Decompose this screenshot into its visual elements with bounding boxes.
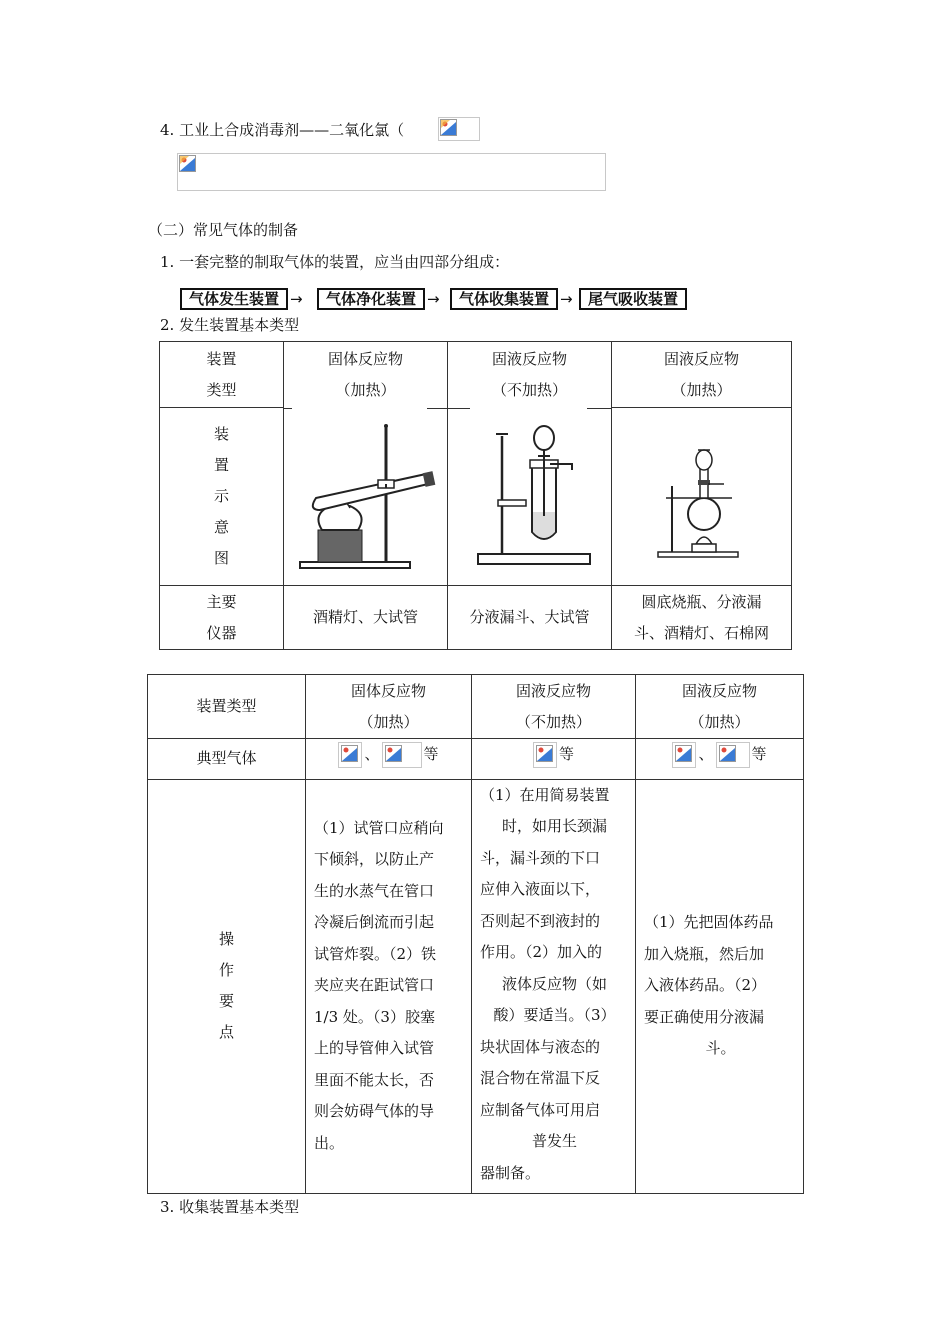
chemical-formula-image xyxy=(438,117,480,141)
broken-image-icon xyxy=(675,745,692,762)
ops-solid-liquid-noheat: （1）在用简易装置 时，如用长颈漏 斗，漏斗颈的下口 应伸入液面以下， 否则起不到液封的 作用。（2）加入的 液体反应物（如 酸）要适当。（3） 块状固体与液态的 混合物在常温下反 应制备气体可用启 普发生 器制备。 xyxy=(472,779,636,1193)
gas-solid-liquid-heat: 、 等 xyxy=(636,739,804,780)
instrument-solid-liquid-heat: 圆底烧瓶、分液漏 斗、酒精灯、石棉网 xyxy=(612,586,792,650)
diagram-solid-heat xyxy=(284,408,448,586)
broken-image-icon xyxy=(440,119,457,136)
gas-label: 典型气体 xyxy=(148,739,306,780)
dropping-funnel-test-tube-image xyxy=(450,416,610,576)
ops-solid-heat: （1）试管口应稍向 下倾斜，以防止产 生的水蒸气在管口 冷凝后倒流而引起 试管炸裂。（2）铁 夹应夹在距试管口 1/3 处。（3）胶塞 上的导管伸入试管 里面不能太长，否 则会妨碍气体的导 出。 xyxy=(306,779,472,1193)
point-2: 2. 发生装置基本类型 xyxy=(160,316,300,334)
broken-image-icon xyxy=(719,745,736,762)
section-title: （二）常见气体的制备 xyxy=(148,221,299,239)
header-type: 装置类型 xyxy=(148,675,306,739)
broken-image-icon xyxy=(385,745,402,762)
item4-line xyxy=(160,119,461,140)
diagram-label: 装 置 示 意 图 xyxy=(160,408,284,586)
reaction-equation-image xyxy=(177,153,606,191)
ops-label: 操 作 要 点 xyxy=(148,779,306,1193)
header-solid-liquid-heat: 固液反应物 （加热） xyxy=(612,342,792,408)
arrow-right-icon: → xyxy=(560,290,573,308)
flow-step-tail-gas: 尾气吸收装置 xyxy=(579,288,687,310)
flow-step-generation: 气体发生装置 xyxy=(180,288,288,310)
operation-table xyxy=(147,674,804,1194)
broken-image-icon xyxy=(536,745,553,762)
flow-step-purification: 气体净化装置 xyxy=(317,288,425,310)
solid-heating-apparatus-image xyxy=(286,416,446,576)
arrow-right-icon: → xyxy=(427,290,440,308)
arrow-right-icon: → xyxy=(290,290,303,308)
gas-formula-image xyxy=(716,742,750,768)
instrument-solid-heat: 酒精灯、大试管 xyxy=(284,586,448,650)
gas-formula-image xyxy=(533,742,557,768)
round-flask-heating-image xyxy=(642,432,762,562)
gas-formula-image xyxy=(338,742,362,768)
gas-solid-heat: 、 等 xyxy=(306,739,472,780)
header-solid-heat: 固体反应物 （加热） xyxy=(306,675,472,739)
header-type: 装置 类型 xyxy=(160,342,284,408)
header-solid-liquid-heat: 固液反应物 （加热） xyxy=(636,675,804,739)
flow-step-collection: 气体收集装置 xyxy=(450,288,558,310)
generator-table xyxy=(159,341,792,650)
gas-formula-image xyxy=(672,742,696,768)
broken-image-icon xyxy=(341,745,358,762)
point-1: 1. 一套完整的制取气体的装置，应当由四部分组成： xyxy=(160,253,510,271)
header-solid-liquid-noheat: 固液反应物 （不加热） xyxy=(472,675,636,739)
point-3: 3. 收集装置基本类型 xyxy=(160,1198,300,1216)
gas-solid-liquid-noheat: 等 xyxy=(472,739,636,780)
ops-solid-liquid-heat: （1）先把固体药品 加入烧瓶，然后加 入液体药品。（2） 要正确使用分液漏 斗。 xyxy=(636,779,804,1193)
item4-text: 4. 工业上合成消毒剂——二氧化氯（ xyxy=(160,121,405,139)
instrument-label: 主要 仪器 xyxy=(160,586,284,650)
gas-formula-image xyxy=(382,742,422,768)
broken-image-icon xyxy=(179,155,196,172)
instrument-solid-liquid-noheat: 分液漏斗、大试管 xyxy=(448,586,612,650)
header-solid-heat: 固体反应物 （加热） xyxy=(284,342,448,408)
header-solid-liquid-noheat: 固液反应物 （不加热） xyxy=(448,342,612,408)
diagram-solid-liquid-heat xyxy=(612,408,792,586)
diagram-solid-liquid-noheat xyxy=(448,408,612,586)
